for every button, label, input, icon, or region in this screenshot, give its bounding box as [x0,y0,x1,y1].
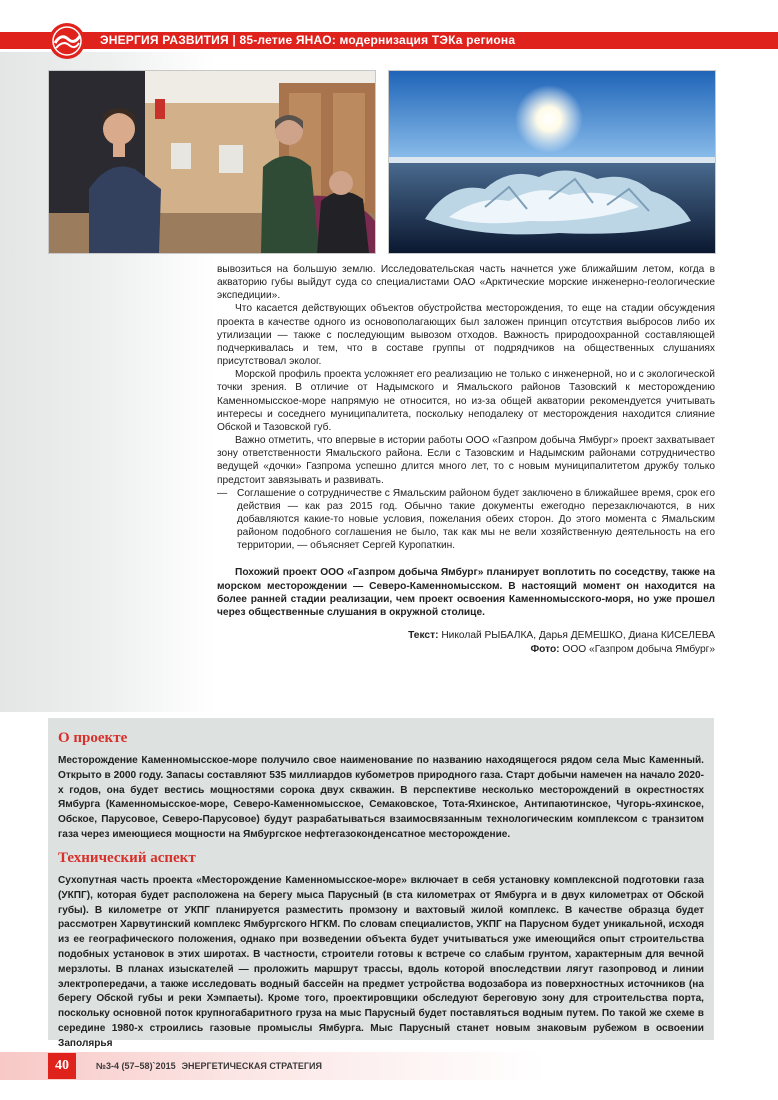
header-topic: 85-летие ЯНАО: модернизация ТЭКа региона [239,33,516,47]
article-paragraph: вывозиться на большую землю. Исследовательская часть начнется уже ближайшим летом, когда в акваторию губы выйдут суда со специалистами ОАО «Арктические морские инженерно-геологические экспедиции». [217,264,715,302]
article-paragraph: Важно отметить, что впервые в истории работы ООО «Газпром добыча Ямбург» проект захватывает зону ответственности Ямальского района. Если с Тазовским и Надымским районами сотрудничество ведущей «дочки» Газпрома успешно длится много лет, то с новым муниципалитетом дружбу только предстоит завязывать и развивать. [217,435,715,486]
text-credit-label: Текст: [408,630,439,642]
technical-aspect-heading: Технический аспект [58,850,196,866]
article-conclusion: Похожий проект ООО «Газпром добыча Ямбург» планирует воплотить по соседству, также на морском месторождении — Северо-Каменномысском. В настоящий момент он находится на более ранней стадии реализации, чем проект освоения Каменномысского-моря, но уже прошел через общественные слушания в окружной столице. [217,567,715,618]
photo-arctic-ice [388,70,716,254]
about-project-heading: О проекте [58,730,128,746]
magazine-title: ЭНЕРГЕТИЧЕСКАЯ СТРАТЕГИЯ [181,1061,322,1071]
photo-public-hearing [48,70,376,254]
header-separator: | [232,33,236,47]
magazine-logo [46,22,88,60]
issue-info [96,1059,322,1073]
photo-credit-author: ООО «Газпром добыча Ямбург» [562,644,715,656]
photo-credit-label: Фото: [530,644,560,656]
article-quote [217,487,715,553]
photo-credit [217,643,715,657]
technical-aspect-text: Сухопутная часть проекта «Месторождение Каменномысское-море» включает в себя установку комплексной подготовки газа (УКПГ), которая будет расположена на берегу мыса Парусный (в ста километрах от Ямбурга и в двух километрах от Обской губы). В километре от УКПГ планируется разместить промзону и вахтовый жилой комплекс. В качестве образца будет рассмотрен Харвутинский комплекс Ямбургского НГКМ. По словам специалистов, УКПГ на Парусном будет уникальной, исходя из ее географического положения, однако при возведении объекта будет учитываться уже имеющийся опыт строительства подобных установок в этих широтах. В частности, строители готовы к встрече со слабым грунтом, характерным для вечной мерзлоты. В планах изыскателей — проложить маршрут трассы, вдоль которой впоследствии лягут газопровод и линии электропередачи, а также исследовать водный бассейн на предмет устройства водозабора из поверхностных источников (на берегу Обской губы и реки Хэмпаеты). Кроме того, проектировщики обследуют береговую зону для строительства порта, поскольку основной поток крупногабаритного груза на мыс Парусный будет поставляться водным путем. По такой же схеме в середине 1980-х строились газовые промыслы Ямбурга. Мыс Парусный станет новым знаковым рубежом в освоении Заполярья [58,875,704,1049]
article-paragraph: Что касается действующих объектов обустройства месторождения, то еще на стадии обсуждения проекта в качестве одного из основополагающих был заложен принцип отсутствия выбросов либо их утилизации — также с последующим вывозом отходов. Важность природоохранной составляющей подчеркивалась и тем, что в составе группы от подрядчиков на общественных слушаниях присутствовал эколог. [217,303,715,368]
about-project-text: Месторождение Каменномысское-море получило свое наименование по названию находящегося рядом села Мыс Каменный. Открыто в 2000 году. Запасы составляют 535 миллиардов кубометров природного газа. Старт добычи намечен на начало 2020-х годов, она будет вестись мощностями сорока двух скважин. В перспективе несколько месторождений в окрестностях Ямбурга (Каменномысское-море, Северо-Каменномысское, Семаковское, Тота-Яхинское, Антипаютинское, Чугорь-яхинское, Обское, Парусовое, Северо-Парусовое) будут разрабатываться взаимосвязанным технологическим комплексом с транзитом газа через имеющиеся мощности на Ямбургское нефтегазоконденсатное месторождение. [58,755,704,840]
article-credits [217,629,715,657]
issue-number: №3-4 (57–58)`2015 [96,1061,176,1071]
about-project-box [48,718,714,1049]
quote-dash: — [217,487,228,499]
header-section: ЭНЕРГИЯ РАЗВИТИЯ [100,33,229,47]
article-body [217,263,715,657]
quote-text: Соглашение о сотрудничестве с Ямальским районом будет заключено в ближайшее время, срок его действия — как раз 2015 год. Обычно такие документы ежегодно перезаключаются, в них добавляются какие-то новые условия, пожелания обеих сторон. До этого момента с Ямальским районом подобного соглашения не было, так как мы не вели хозяйственную деятельность на его территории, — объясняет Сергей Куропаткин. [237,487,715,552]
text-credit [217,629,715,643]
text-credit-authors: Николай РЫБАЛКА, Дарья ДЕМЕШКО, Диана КИСЕЛЕВА [441,630,715,642]
article-paragraph: Морской профиль проекта усложняет его реализацию не только с инженерной, но и с экологической точки зрения. В отличие от Надымского и Ямальского районов Тазовский к месторождению Каменномысское-море напрямую не относится, но из-за общей акватории рекомендуется учитывать интересы и соседнего муниципалитета, поскольку неподалеку от месторождения находится слияние Обской и Тазовской губ. [217,369,715,433]
header-title [100,33,515,48]
page-number: 40 [48,1053,76,1079]
